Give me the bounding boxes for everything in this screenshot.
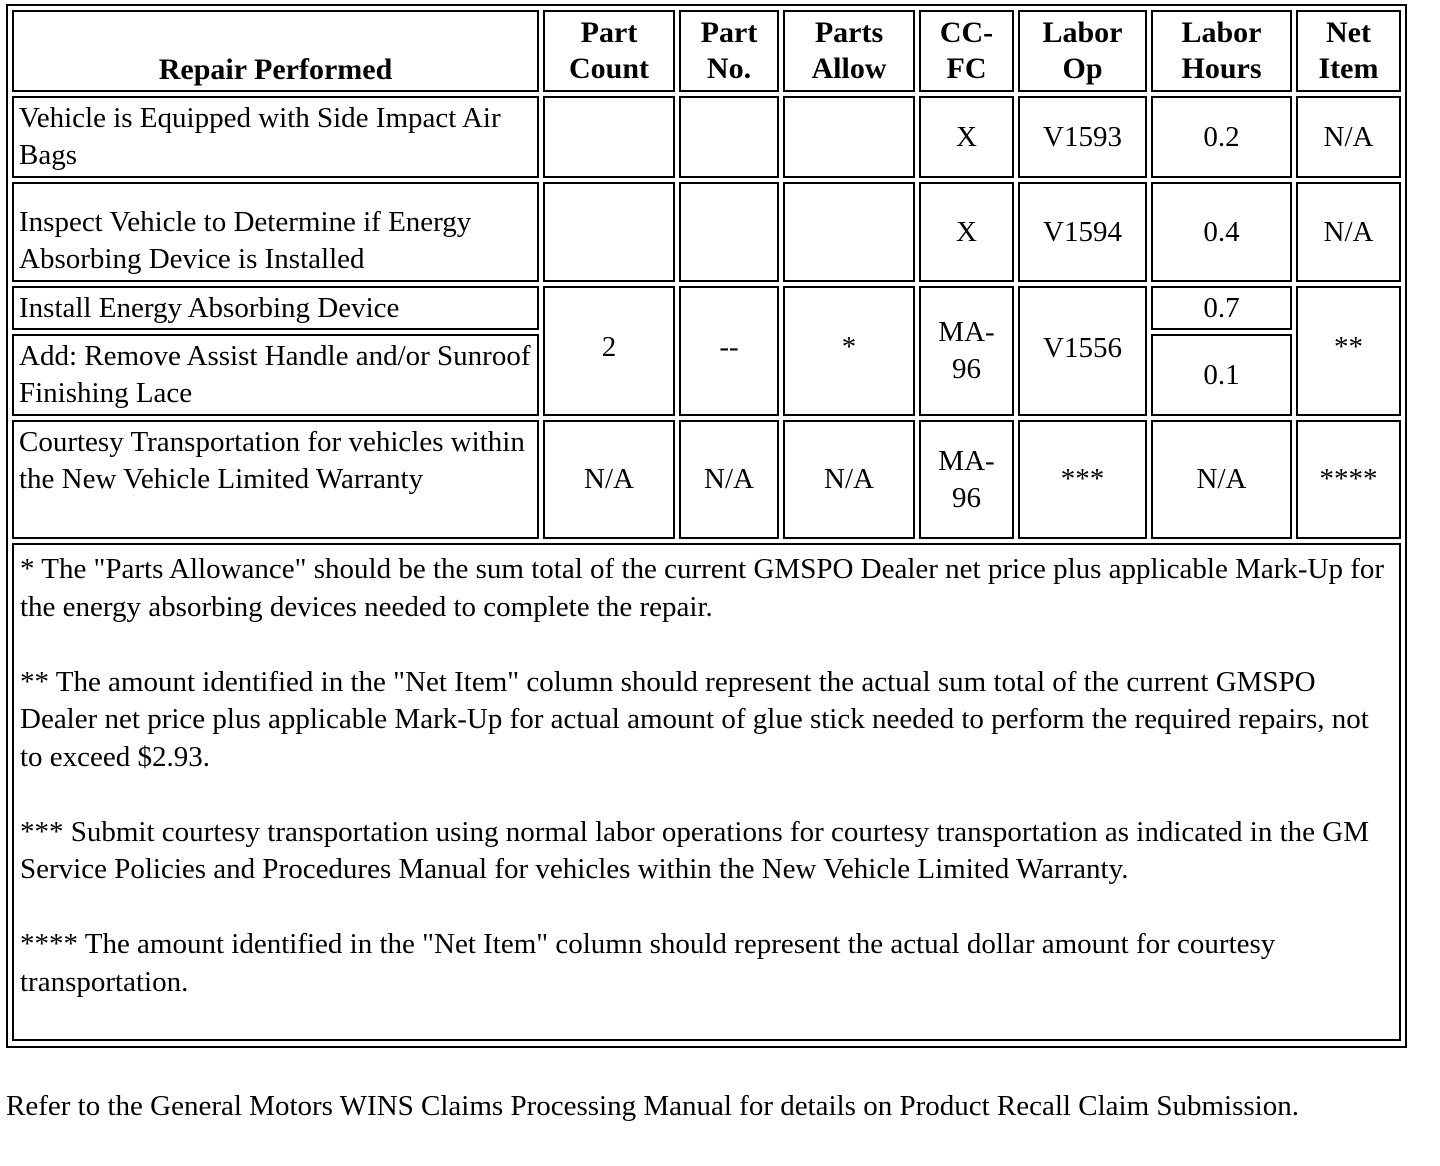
row3-labor-op: V1556 bbox=[1018, 286, 1147, 416]
row1-labor-op: V1593 bbox=[1018, 96, 1147, 178]
row1-labor-hours: 0.2 bbox=[1151, 96, 1292, 178]
row2-part-count bbox=[543, 182, 675, 282]
row1-cc-fc: X bbox=[919, 96, 1014, 178]
row3-cc-fc: MA-96 bbox=[919, 286, 1014, 416]
footnote-courtesy-labor: *** Submit courtesy transportation using normal labor operations for courtesy transportation as indicated in the GM Service Policies and Procedures Manual for vehicles within the New Vehicle Limited Warranty. bbox=[20, 815, 1370, 885]
row1-net-item: N/A bbox=[1296, 96, 1401, 178]
row2-labor-op: V1594 bbox=[1018, 182, 1147, 282]
row1-part-no bbox=[679, 96, 779, 178]
row4-net-item: **** bbox=[1296, 420, 1401, 539]
row3-repair-add: Add: Remove Assist Handle and/or Sunroof Finishing Lace bbox=[12, 334, 539, 416]
row4-cc-fc: MA-96 bbox=[919, 420, 1014, 539]
row2-cc-fc: X bbox=[919, 182, 1014, 282]
row3-part-count: 2 bbox=[543, 286, 675, 416]
footnote-net-item-glue: ** The amount identified in the "Net Item" column should represent the actual sum total of the current GMSPO Dealer net price plus applicable Mark-Up for actual amount of glue stick needed to perform the required repairs, not to exceed $2.93. bbox=[20, 665, 1369, 773]
header-net-item: Net Item bbox=[1296, 10, 1401, 92]
header-part-no: Part No. bbox=[679, 10, 779, 92]
row4-parts-allow: N/A bbox=[783, 420, 915, 539]
footnotes-box bbox=[12, 543, 1401, 1041]
row2-labor-hours: 0.4 bbox=[1151, 182, 1292, 282]
row3-labor-hours-add: 0.1 bbox=[1151, 334, 1292, 416]
row3-net-item: ** bbox=[1296, 286, 1401, 416]
header-labor-hours: Labor Hours bbox=[1151, 10, 1292, 92]
row1-part-count bbox=[543, 96, 675, 178]
row4-part-count: N/A bbox=[543, 420, 675, 539]
header-parts-allow: Parts Allow bbox=[783, 10, 915, 92]
header-repair-performed: Repair Performed bbox=[12, 10, 539, 92]
row4-labor-hours: N/A bbox=[1151, 420, 1292, 539]
row3-parts-allow: * bbox=[783, 286, 915, 416]
row2-repair: Inspect Vehicle to Determine if Energy Absorbing Device is Installed bbox=[12, 182, 539, 282]
row3-repair: Install Energy Absorbing Device bbox=[12, 286, 539, 330]
row4-repair: Courtesy Transportation for vehicles within the New Vehicle Limited Warranty bbox=[12, 420, 539, 539]
footnote-net-item-courtesy: **** The amount identified in the "Net Item" column should represent the actual dollar amount for courtesy transportation. bbox=[20, 928, 1276, 998]
header-labor-op: Labor Op bbox=[1018, 10, 1147, 92]
row4-part-no: N/A bbox=[679, 420, 779, 539]
row2-parts-allow bbox=[783, 182, 915, 282]
footer-text: Refer to the General Motors WINS Claims Processing Manual for details on Product Recall Claim Submission. bbox=[6, 1090, 1299, 1122]
row3-part-no: -- bbox=[679, 286, 779, 416]
header-part-count: Part Count bbox=[543, 10, 675, 92]
row1-parts-allow bbox=[783, 96, 915, 178]
row4-labor-op: *** bbox=[1018, 420, 1147, 539]
row2-part-no bbox=[679, 182, 779, 282]
row1-repair: Vehicle is Equipped with Side Impact Air Bags bbox=[12, 96, 539, 178]
row3-labor-hours: 0.7 bbox=[1151, 286, 1292, 330]
header-cc-fc: CC-FC bbox=[919, 10, 1014, 92]
row2-net-item: N/A bbox=[1296, 182, 1401, 282]
footnote-parts-allowance: * The "Parts Allowance" should be the sum total of the current GMSPO Dealer net price plus applicable Mark-Up for the energy absorbing devices needed to complete the repair. bbox=[20, 553, 1385, 623]
